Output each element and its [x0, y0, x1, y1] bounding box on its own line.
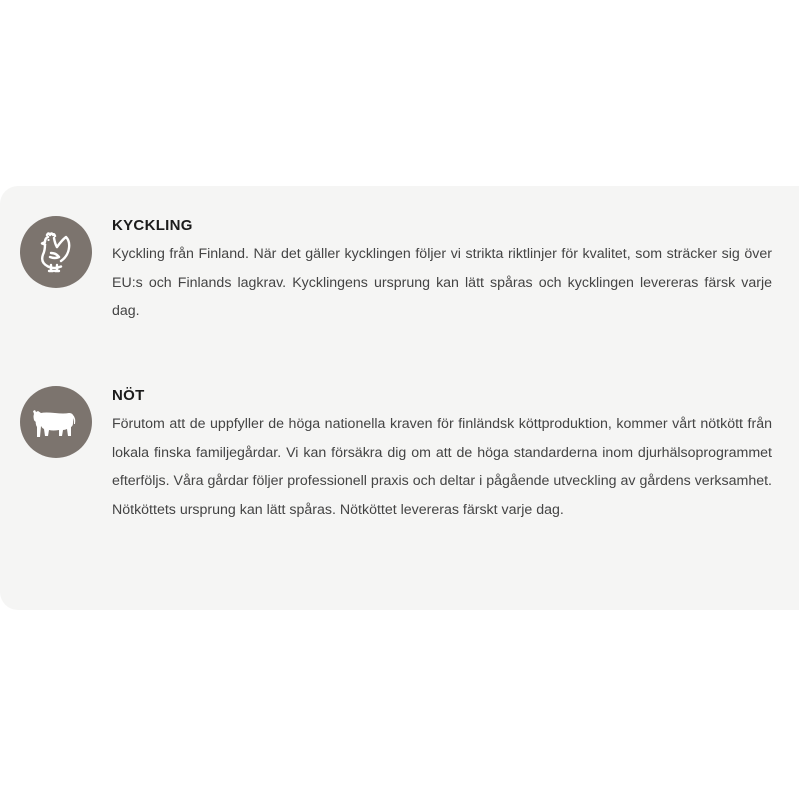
chicken-icon	[20, 216, 92, 288]
section-heading: NÖT	[112, 387, 145, 404]
product-info-panel	[0, 186, 799, 610]
section-text: Förutom att de uppfyller de höga nationella kraven för finländsk köttproduktion, kommer vårt nötkött från lokala finska familjegårdar. Vi kan försäkra dig om att de höga standarderna inom djurhälsoprogrammet efterföljs. Våra gårdar följer professionell praxis och deltar i pågående utveckling av gårdens verksamhet. Nötköttets ursprung kan lätt spåras. Nötköttet levereras färskt varje dag.	[112, 416, 772, 518]
cow-icon	[20, 386, 92, 458]
section-text: Kyckling från Finland. När det gäller kycklingen följer vi strikta riktlinjer för kvalitet, som sträcker sig över EU:s och Finlands lagkrav. Kycklingens ursprung kan lätt spåras och kycklingen levereras färsk varje dag.	[112, 246, 772, 319]
section-beef-content	[112, 384, 772, 524]
section-chicken-content	[112, 214, 772, 326]
section-heading: KYCKLING	[112, 217, 193, 234]
